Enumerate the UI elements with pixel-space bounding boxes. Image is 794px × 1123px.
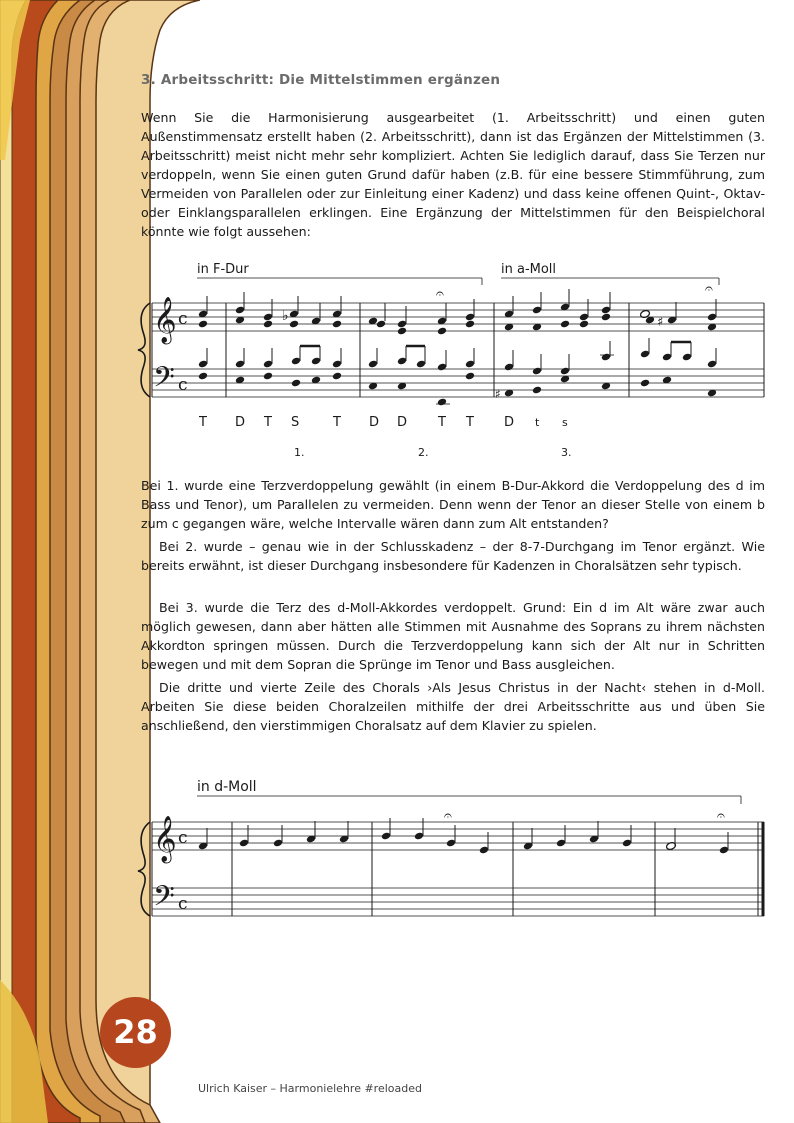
function-label: T <box>466 415 474 430</box>
marker-label: 2. <box>418 446 429 459</box>
function-label: D <box>504 415 515 430</box>
time-signature: c <box>178 894 188 914</box>
system-brace <box>138 822 150 916</box>
page-number-badge: 28 <box>100 997 171 1068</box>
note-paragraph-3: Bei 3. wurde die Terz des d-Moll-Akkordes verdoppelt. Grund: Ein d im Alt wäre zwar auch möglich gewesen, dann aber hätten alle Stimmen mit Ausnahme des Soprans zu ihrem nächsten Akkordton springen müssen. Durch die Terzverdoppelung kann sich der Alt nur in Schritten bewegen und mit dem Sopran die Sprünge im Tenor und Bass ausgleichen. <box>141 600 765 672</box>
sharp-icon: ♯ <box>495 387 501 401</box>
bass-clef-icon: 𝄢 <box>153 880 175 920</box>
key-label-a-moll: in a-Moll <box>501 262 557 277</box>
function-label: s <box>562 416 568 429</box>
note-paragraph-2: Bei 2. wurde – genau wie in der Schlusskadenz – der 8-7-Durchgang im Tenor ergänzt. Wie bereits erwähnt, ist dieser Durchgang insbesondere für Kadenzen in Choralsätzen sehr typisch. <box>141 539 765 573</box>
fermata-icon: 𝄐 <box>444 808 452 824</box>
example-1 <box>138 262 764 459</box>
fermata-icon: 𝄐 <box>436 286 444 302</box>
function-label: D <box>397 415 408 430</box>
function-label: t <box>535 416 540 429</box>
fermata-icon: 𝄐 <box>705 281 713 297</box>
intro-paragraph: Wenn Sie die Harmonisierung ausgearbeitet (1. Arbeitsschritt) und einen guten Außenstimmensatz erstellt haben (2. Arbeitsschritt), dann ist das Ergänzen der Mittelstimmen (3. Arbeitsschritt) meist nicht mehr sehr kompliziert. Achten Sie lediglich darauf, dass Sie Terzen nur verdoppeln, wenn Sie einen guten Grund dafür haben (z.B. für eine bessere Stimmführung, zum Vermeiden von Parallelen oder zur Einleitung einer Kadenz) und dass keine offenen Quint-, Oktav- oder Einklangsparallelen erklingen. Eine Ergänzung der Mittelstimmen für den Beispielchoral könnte wie folgt aussehen: <box>141 110 765 239</box>
function-label: S <box>291 415 300 430</box>
page-footer: Ulrich Kaiser – Harmonielehre #reloaded <box>198 1082 422 1095</box>
bass-clef-icon: 𝄢 <box>153 361 175 401</box>
function-labels <box>198 415 568 430</box>
marker-label: 3. <box>561 446 572 459</box>
function-label: T <box>333 415 341 430</box>
example-2 <box>138 779 764 920</box>
function-label: T <box>438 415 446 430</box>
time-signature: c <box>178 375 188 395</box>
treble-clef-icon: 𝄞 <box>153 816 177 862</box>
sharp-icon: ♯ <box>657 315 664 330</box>
marker-labels <box>294 446 572 459</box>
bass-staff <box>152 369 764 397</box>
flat-icon: ♭ <box>282 308 289 324</box>
function-label: D <box>369 415 380 430</box>
key-label-f-dur: in F-Dur <box>197 262 249 277</box>
system-brace <box>138 303 150 397</box>
fermata-icon: 𝄐 <box>717 808 725 824</box>
section-heading: 3. Arbeitsschritt: Die Mittelstimmen ergänzen <box>141 72 501 88</box>
task-paragraph: Die dritte und vierte Zeile des Chorals ›Als Jesus Christus in der Nacht‹ stehen in d-Moll. Arbeiten Sie diese beiden Choralzeilen mithilfe der drei Arbeitsschritte aus und üben Sie anschließend, den vierstimmigen Choralsatz auf dem Klavier zu spielen. <box>141 680 765 733</box>
function-label: T <box>199 415 207 430</box>
note-paragraph-1: Bei 1. wurde eine Terzverdoppelung gewählt (in einem B-Dur-Akkord die Verdoppelung des d im Bass und Tenor), um Parallelen zu vermeiden. Denn wenn der Tenor an dieser Stelle von einem b zum c gegangen wäre, welche Intervalle wären dann zum Alt entstanden? <box>141 478 765 531</box>
time-signature: c <box>178 828 188 848</box>
function-label: D <box>235 415 246 430</box>
key-label-d-moll: in d-Moll <box>197 779 257 795</box>
treble-clef-icon: 𝄞 <box>153 297 177 343</box>
function-label: T <box>264 415 272 430</box>
treble-notes <box>198 289 717 335</box>
time-signature: c <box>178 309 188 329</box>
bass-staff <box>152 888 764 916</box>
marker-label: 1. <box>294 446 305 459</box>
bass-notes <box>198 338 717 406</box>
